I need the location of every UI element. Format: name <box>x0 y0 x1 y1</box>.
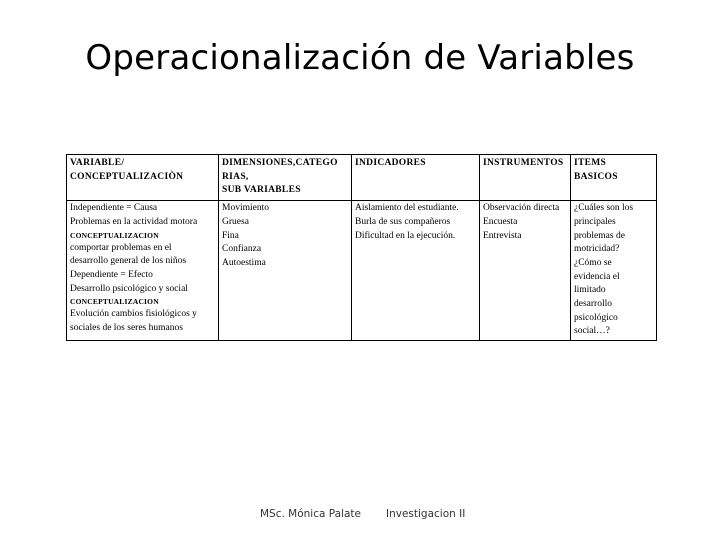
header-text: INSTRUMENTOS <box>483 158 564 168</box>
item-line: motricidad? <box>574 244 620 255</box>
slide-title: Operacionalización de Variables <box>85 38 635 78</box>
header-text: RIAS, <box>222 171 249 182</box>
header-text: DIMENSIONES,CATEGO <box>222 158 338 168</box>
indicator-item: Burla de sus compañeros <box>355 216 451 227</box>
header-instruments <box>480 155 571 201</box>
header-text: CONCEPTUALIZACIÒN <box>70 171 184 182</box>
item-line: desarrollo <box>574 299 612 310</box>
item-line: social…? <box>574 326 610 337</box>
variable-line: Problemas en la actividad motora <box>70 216 198 227</box>
header-items <box>571 155 657 201</box>
item-line: evidencia el <box>574 271 620 282</box>
operationalization-table <box>66 154 657 341</box>
indicator-item: Dificultad en la ejecución. <box>355 230 456 241</box>
table-header-row <box>67 155 657 201</box>
variable-line: Evolución cambios fisiológicos y <box>70 309 197 320</box>
item-line: limitado <box>574 285 606 296</box>
item-line: ¿Cuáles son los <box>574 203 634 214</box>
dimension-item: Autoestima <box>222 257 266 268</box>
dimension-item: Movimiento <box>222 203 269 214</box>
conceptualization-label: CONCEPTUALIZACION <box>70 230 159 240</box>
variable-line: Independiente = Causa <box>70 203 158 214</box>
variable-line: Dependiente = Efecto <box>70 269 153 280</box>
indicator-item: Aislamiento del estudiante. <box>355 203 459 214</box>
variable-line: comportar problemas en el <box>70 242 172 253</box>
instrument-item: Encuesta <box>483 216 518 227</box>
cell-variable <box>67 201 219 341</box>
cell-indicators <box>352 201 480 341</box>
item-line: psicológico <box>574 312 618 323</box>
dimension-item: Fina <box>222 230 239 241</box>
header-text: ITEMS <box>574 158 607 168</box>
variable-line: desarrollo general de los niños <box>70 256 187 267</box>
item-line: ¿Cómo se <box>574 257 612 268</box>
cell-dimensions <box>219 201 352 341</box>
header-variable <box>67 155 219 201</box>
footer-author: MSc. Mónica Palate <box>260 508 361 520</box>
cell-instruments <box>480 201 571 341</box>
conceptualization-label: CONCEPTUALIZACION <box>70 297 159 307</box>
header-text: BASICOS <box>574 171 618 182</box>
dimension-item: Confianza <box>222 244 262 255</box>
item-line: principales <box>574 216 616 227</box>
instrument-item: Entrevista <box>483 230 522 241</box>
header-text: SUB VARIABLES <box>222 185 301 196</box>
footer-course: Investigacion II <box>386 508 466 520</box>
header-text: VARIABLE/ <box>70 158 125 168</box>
cell-items <box>571 201 657 341</box>
variable-line: Desarrollo psicológico y social <box>70 283 188 294</box>
header-text: INDICADORES <box>355 158 426 168</box>
table-row <box>67 201 657 341</box>
dimension-item: Gruesa <box>222 216 249 227</box>
header-indicators <box>352 155 480 201</box>
item-line: problemas de <box>574 230 625 241</box>
variable-line: sociales de los seres humanos <box>70 323 183 334</box>
header-dimensions <box>219 155 352 201</box>
instrument-item: Observación directa <box>483 203 560 214</box>
